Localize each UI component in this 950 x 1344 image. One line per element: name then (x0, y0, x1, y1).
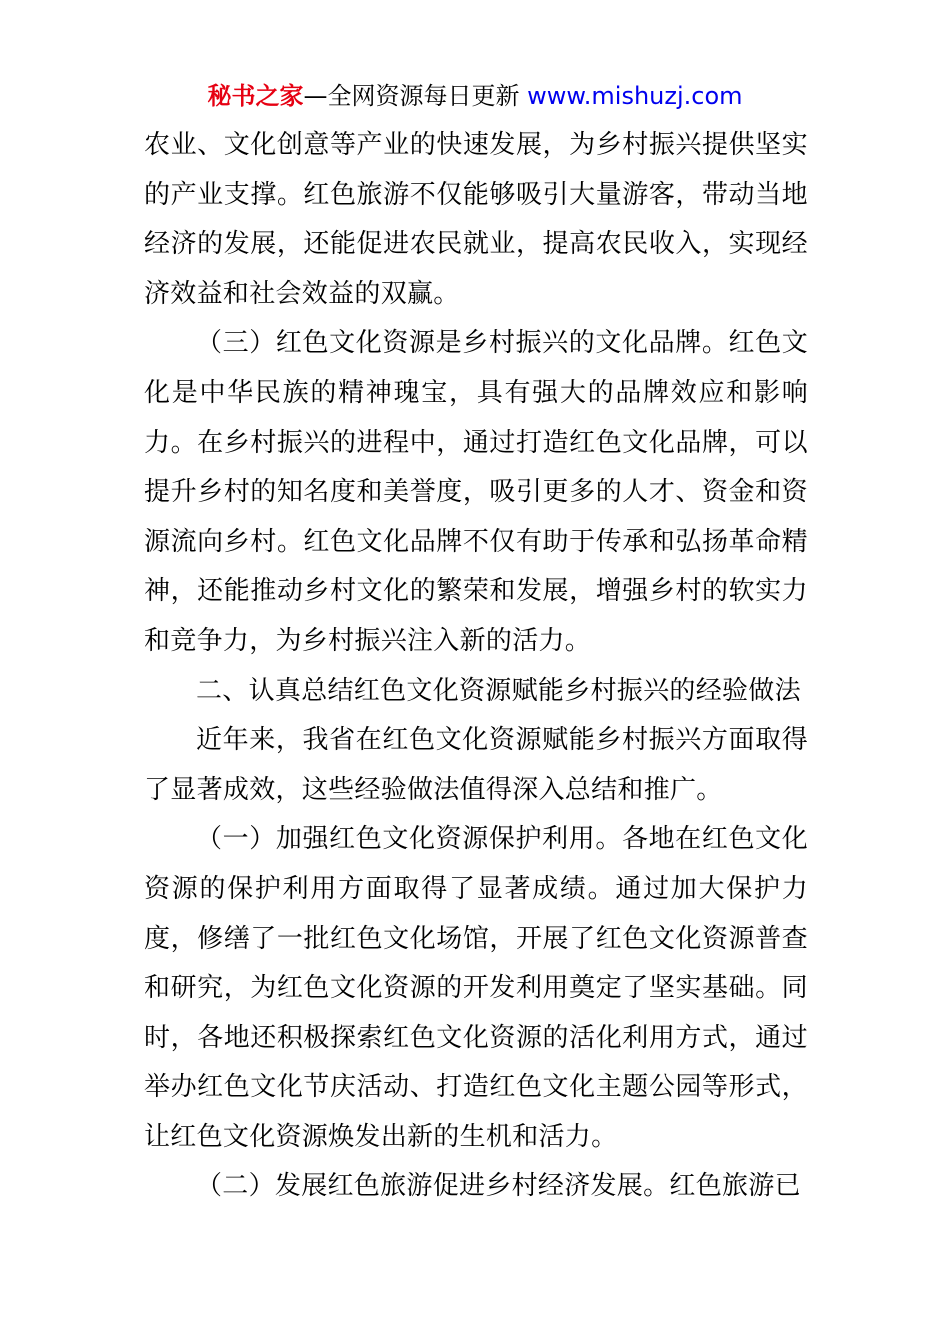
paragraph-continued: 农业、文化创意等产业的快速发展，为乡村振兴提供坚实的产业支撑。红色旅游不仅能够吸引大量游客，带动当地经济的发展，还能促进农民就业，提高农民收入，实现经济效益和社会效益的双赢。 (144, 130, 808, 309)
paragraph-subsection-1: （一）加强红色文化资源保护利用。各地在红色文化资源的保护利用方面取得了显著成绩。通过加大保护力度，修缮了一批红色文化场馆，开展了红色文化资源普查和研究，为红色文化资源的开发利用奠定了坚实基础。同时，各地还积极探索红色文化资源的活化利用方式，通过举办红色文化节庆活动、打造红色文化主题公园等形式，让红色文化资源焕发出新的生机和活力。 (144, 824, 808, 1152)
document-body (144, 121, 808, 1212)
header-tagline: —全网资源每日更新 (303, 82, 520, 110)
website-link[interactable]: www.mishuzj.com (527, 82, 743, 110)
brand-name: 秘书之家 (207, 82, 304, 110)
paragraph-section-3: （三）红色文化资源是乡村振兴的文化品牌。红色文化是中华民族的精神瑰宝，具有强大的品牌效应和影响力。在乡村振兴的进程中，通过打造红色文化品牌，可以提升乡村的知名度和美誉度，吸引更多的人才、资金和资源流向乡村。红色文化品牌不仅有助于传承和弘扬革命精神，还能推动乡村文化的繁荣和发展，增强乡村的软实力和竞争力，为乡村振兴注入新的活力。 (144, 328, 808, 656)
page-header (0, 80, 950, 112)
paragraph-intro: 近年来，我省在红色文化资源赋能乡村振兴方面取得了显著成效，这些经验做法值得深入总结和推广。 (144, 725, 808, 805)
section-heading-2: 二、认真总结红色文化资源赋能乡村振兴的经验做法 (196, 675, 801, 706)
paragraph-subsection-2: （二）发展红色旅游促进乡村经济发展。红色旅游已 (196, 1171, 801, 1202)
